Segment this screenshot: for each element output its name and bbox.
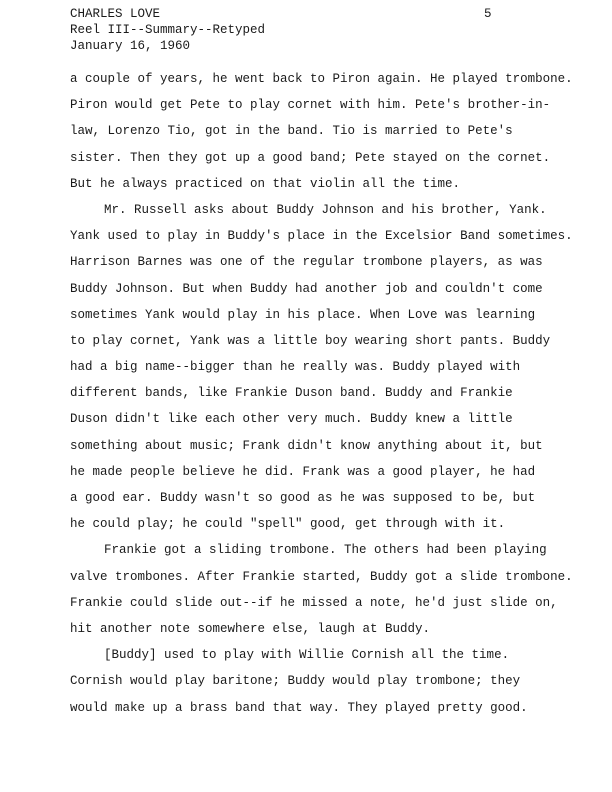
text-line: he made people believe he did. Frank was a good player, he had <box>70 464 536 479</box>
page-header <box>70 6 265 54</box>
text-line: Buddy Johnson. But when Buddy had another job and couldn't come <box>70 281 543 296</box>
reel-info: Reel III--Summary--Retyped <box>70 23 266 37</box>
interviewee-name: CHARLES LOVE <box>70 7 161 21</box>
text-line: something about music; Frank didn't know anything about it, but <box>70 438 543 453</box>
text-line: Yank used to play in Buddy's place in the Excelsior Band sometimes. <box>70 229 573 244</box>
summary-text <box>70 66 590 721</box>
text-line: law, Lorenzo Tio, got in the band. Tio is married to Pete's <box>70 124 513 139</box>
text-line: different bands, like Frankie Duson band. Buddy and Frankie <box>70 386 513 401</box>
text-line: a couple of years, he went back to Piron again. He played trombone. <box>70 72 573 86</box>
text-line: he could play; he could "spell" good, get through with it. <box>70 517 506 532</box>
text-line: valve trombones. After Frankie started, Buddy got a slide trombone. <box>70 569 573 584</box>
text-line: sister. Then they got up a good band; Pete stayed on the cornet. <box>70 150 551 165</box>
text-line: Harrison Barnes was one of the regular trombone players, as was <box>70 255 543 270</box>
text-line: [Buddy] used to play with Willie Cornish all the time. <box>104 648 510 663</box>
text-line: Frankie could slide out--if he missed a note, he'd just slide on, <box>70 595 558 610</box>
page-number: 5 <box>484 7 492 21</box>
text-line: Piron would get Pete to play cornet with him. Pete's brother-in- <box>70 98 551 113</box>
text-line: had a big name--bigger than he really was. Buddy played with <box>70 360 521 375</box>
text-line: sometimes Yank would play in his place. When Love was learning <box>70 307 536 322</box>
text-line: But he always practiced on that violin all the time. <box>70 176 461 191</box>
text-line: Cornish would play baritone; Buddy would play trombone; they <box>70 674 521 689</box>
text-line: Duson didn't like each other very much. Buddy knew a little <box>70 412 513 427</box>
text-line: a good ear. Buddy wasn't so good as he was supposed to be, but <box>70 491 536 505</box>
text-line: hit another note somewhere else, laugh at Buddy. <box>70 621 431 636</box>
text-line: would make up a brass band that way. They played pretty good. <box>70 700 528 715</box>
text-line: Mr. Russell asks about Buddy Johnson and his brother, Yank. <box>104 202 547 217</box>
text-line: Frankie got a sliding trombone. The others had been playing <box>104 543 547 558</box>
text-line: to play cornet, Yank was a little boy wearing short pants. Buddy <box>70 333 551 348</box>
interview-date: January 16, 1960 <box>70 39 191 53</box>
